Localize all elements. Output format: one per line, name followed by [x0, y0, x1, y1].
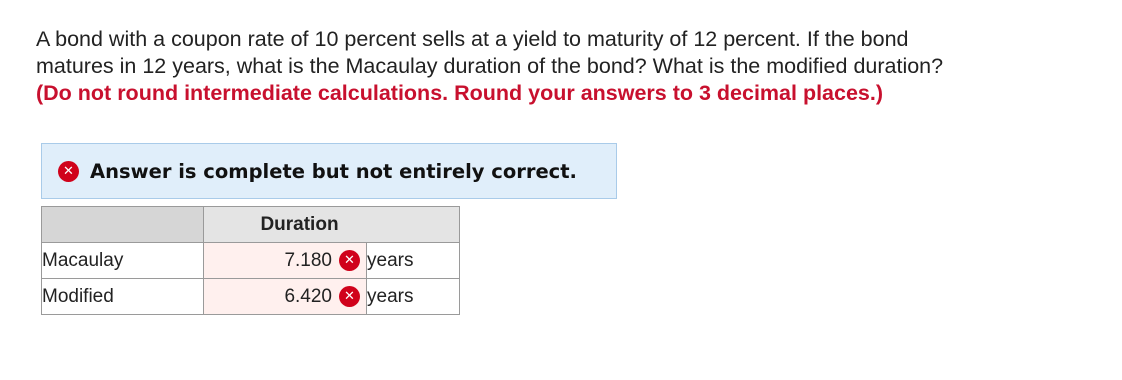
- rounding-instruction: (Do not round intermediate calculations. Round your answers to 3 decimal places.): [36, 81, 884, 105]
- incorrect-x-icon: ✕: [339, 286, 360, 307]
- table-row-modified: [42, 279, 460, 315]
- answer-input-modified[interactable]: 6.420: [284, 285, 332, 307]
- table-row-macaulay: [42, 243, 460, 279]
- row-label-macaulay: Macaulay: [42, 243, 204, 279]
- answer-input-macaulay[interactable]: 7.180: [284, 249, 332, 271]
- question-text: [36, 26, 1106, 107]
- feedback-message: Answer is complete but not entirely correct.: [90, 159, 577, 183]
- column-header-duration: [204, 207, 460, 243]
- incorrect-x-icon: ✕: [339, 250, 360, 271]
- table-header-row: [42, 207, 460, 243]
- unit-label-modified: years: [367, 279, 460, 315]
- feedback-banner: [41, 143, 617, 199]
- answer-table: [41, 206, 460, 315]
- table-corner-cell: [42, 207, 204, 243]
- column-header-label: Duration: [260, 213, 339, 235]
- answer-cell-macaulay: [204, 243, 367, 279]
- answer-cell-modified: [204, 279, 367, 315]
- question-line-2: matures in 12 years, what is the Macaulay duration of the bond? What is the modified duration?: [36, 54, 944, 78]
- row-label-modified: Modified: [42, 279, 204, 315]
- unit-label-macaulay: years: [367, 243, 460, 279]
- x-circle-icon: ✕: [58, 161, 79, 182]
- question-line-1: A bond with a coupon rate of 10 percent sells at a yield to maturity of 12 percent. If the bond: [36, 27, 909, 51]
